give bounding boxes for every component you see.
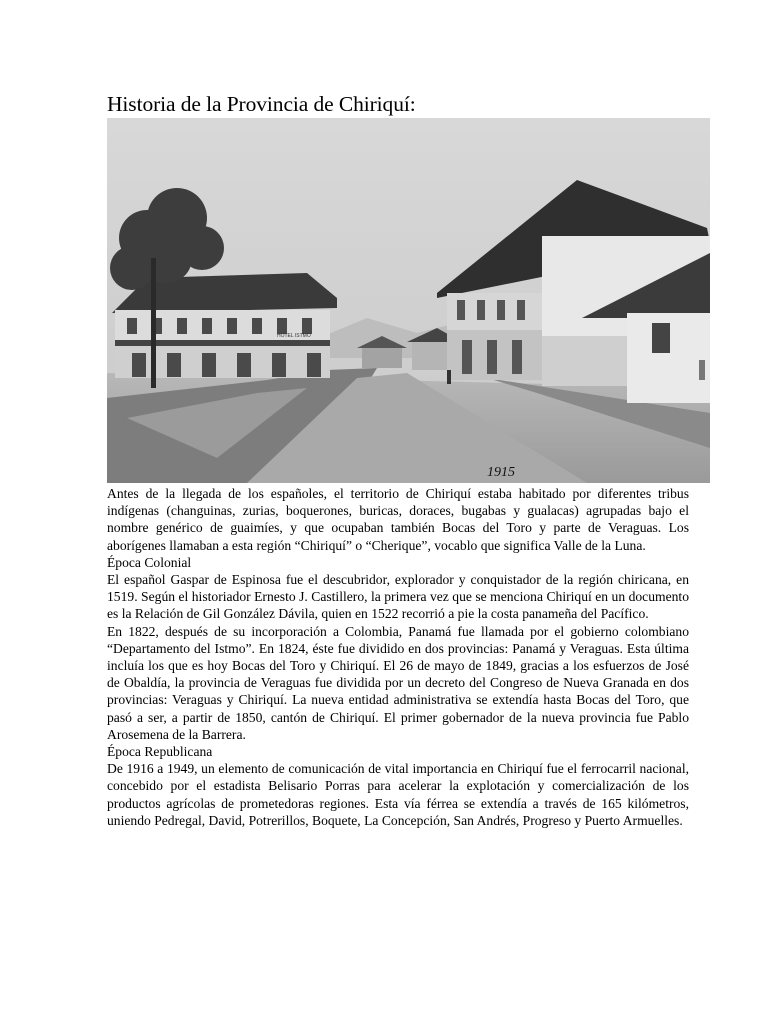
- building-sign: HOTEL ISTMO: [277, 333, 311, 339]
- paragraph-republicana: De 1916 a 1949, un elemento de comunicación de vital importancia en Chiriquí fue el ferrocarril nacional, concebido por el estadista Belisario Porras para acelerar la explotación y comercialización de los productos agrícolas de prometedoras regiones. Esta vía férrea se extendía a través de 165 kilómetros, uniendo Pedregal, David, Potrerillos, Boquete, La Concepción, San Andrés, Progreso y Puerto Armuelles.: [107, 761, 689, 828]
- heading-epoca-colonial: Época Colonial: [107, 554, 192, 570]
- historic-street-photo: [107, 118, 710, 483]
- heading-epoca-republicana: Época Republicana: [107, 744, 213, 760]
- paragraph-intro: Antes de la llegada de los españoles, el territorio de Chiriquí estaba habitado por diferentes tribus indígenas (changuinas, zurias, boquerones, buricas, doraces, bugabas y gualacas) agrupadas bajo el nombre genérico de guaimíes, y que ocupaban también Bocas del Toro y parte de Veraguas. Los aborígenes llamaban a esta región “Chiriquí” o “Cherique”, vocablo que significa Valle de la Luna.: [107, 486, 689, 553]
- paragraph-colonial-2: En 1822, después de su incorporación a Colombia, Panamá fue llamada por el gobierno colombiano “Departamento del Istmo”. En 1824, éste fue dividido en dos provincias: Panamá y Veraguas. Esta última incluía los que es hoy Bocas del Toro y Chiriquí. El 26 de mayo de 1849, gracias a los esfuerzos de José de Obaldía, la provincia de Veraguas fue dividida por un decreto del Congreso de Nueva Granada en dos provincias: Veraguas y Chiriquí. La nueva entidad administrativa se extendía hasta Bocas del Toro, que pasó a ser, a partir de 1850, cantón de Chiriquí. El primer gobernador de la nueva provincia fue Pablo Arosemena de la Barrera.: [107, 623, 689, 742]
- page-title: Historia de la Provincia de Chiriquí:: [107, 92, 416, 116]
- document-body: [107, 485, 689, 829]
- photo-year-mark: 1915: [487, 465, 515, 480]
- paragraph-colonial-1: El español Gaspar de Espinosa fue el descubridor, explorador y conquistador de la región chiricana, en 1519. Según el historiador Ernesto J. Castillero, la primera vez que se menciona Chiriquí en un documento es la Relación de Gil González Dávila, quien en 1522 recorrió a pie la costa panameña del Pacífico.: [107, 572, 689, 622]
